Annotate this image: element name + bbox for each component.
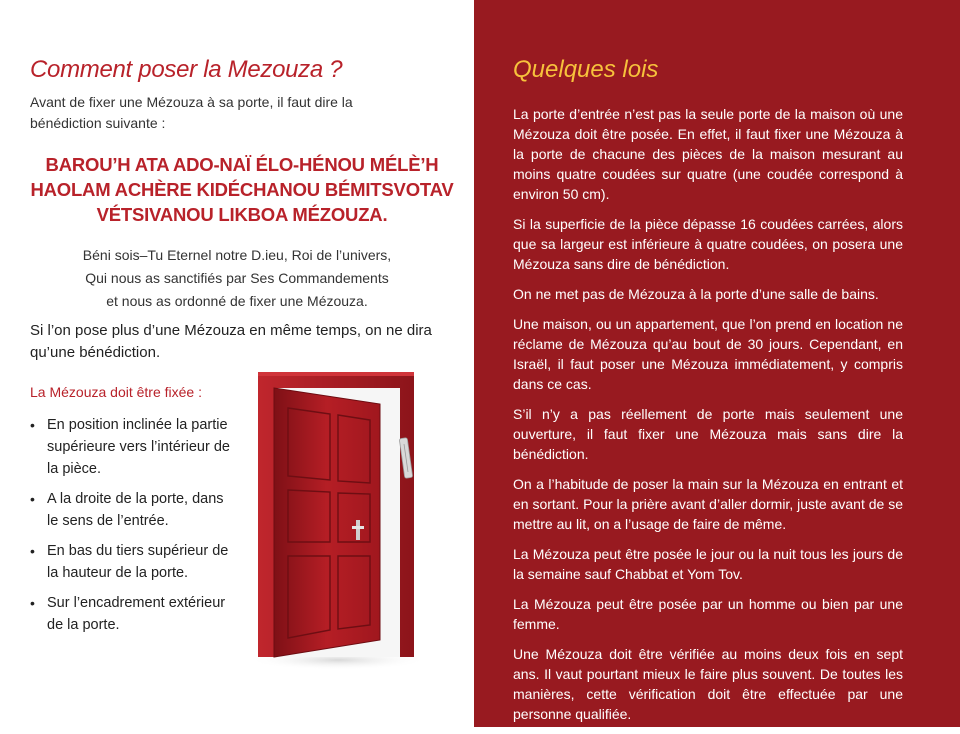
- list-item-text: En bas du tiers supérieur de la hauteur de la porte.: [47, 543, 229, 581]
- law-paragraph: S’il n’y a pas réellement de porte mais seulement une ouverture, il faut fixer une Mézouza mais sans dire la bénédiction.: [513, 406, 903, 462]
- list-item: [28, 414, 238, 480]
- left-title: Comment poser la Mezouza ?: [30, 56, 343, 83]
- open-red-door-icon: [248, 372, 444, 672]
- law-paragraph: La porte d’entrée n’est pas la seule porte de la maison où une Mézouza doit être posée. En effet, il faut fixer une Mézouza à la porte de chacune des pièces de la maison mesurant au moins quatre coudées sur quatre (une coudée correspond à environ 50 cm).: [513, 106, 903, 202]
- multi-mezouza-note: Si l’on pose plus d’une Mézouza en même temps, on ne dira qu’une bénédiction.: [30, 322, 432, 361]
- list-item-text: Sur l’encadrement extérieur de la porte.: [47, 595, 226, 633]
- law-paragraph: On a l’habitude de poser la main sur la Mézouza en entrant et en sortant. Pour la prière avant d’aller dormir, juste avant de se mettre au lit, on a l’usage de faire de même.: [513, 476, 903, 532]
- law-paragraph: La Mézouza peut être posée le jour ou la nuit tous les jours de la semaine sauf Chabbat et Yom Tov.: [513, 546, 903, 582]
- translation-line: Qui nous as sanctifiés par Ses Commandements: [85, 270, 389, 286]
- list-item-text: A la droite de la porte, dans le sens de l’entrée.: [47, 491, 224, 529]
- law-paragraph: Une maison, ou un appartement, que l’on prend en location ne réclame de Mézouza qu’au bout de 30 jours. Cependant, en Israël, il faut poser une Mézouza immédiatement, y compris dans ce cas.: [513, 316, 903, 392]
- placement-list-heading: La Mézouza doit être fixée :: [30, 384, 202, 400]
- bullet-icon: •: [30, 417, 35, 433]
- list-item-text: En position inclinée la partie supérieure vers l’intérieur de la pièce.: [47, 417, 230, 477]
- bullet-icon: •: [30, 491, 35, 507]
- law-paragraph: Une Mézouza doit être vérifiée au moins deux fois en sept ans. Il vaut pourtant mieux le faire plus souvent. De toutes les manières, cette vérification doit être effectuée par une personne qualifiée.: [513, 646, 903, 722]
- law-paragraph: On ne met pas de Mézouza à la porte d’une salle de bains.: [513, 286, 879, 302]
- list-item: [28, 540, 238, 584]
- placement-list: [28, 414, 238, 644]
- right-title: Quelques lois: [513, 56, 659, 83]
- intro-text: Avant de fixer une Mézouza à sa porte, il faut dire la bénédiction suivante :: [30, 94, 353, 131]
- law-paragraph: Si la superficie de la pièce dépasse 16 coudées carrées, alors que sa largeur est inférieure à quatre coudées, on posera une Mézouza sans dire de bénédiction.: [513, 216, 903, 272]
- list-item: [28, 488, 238, 532]
- translation-line: Béni sois–Tu Eternel notre D.ieu, Roi de l’univers,: [82, 247, 392, 263]
- law-paragraph: La Mézouza peut être posée par un homme ou bien par une femme.: [513, 596, 903, 632]
- bullet-icon: •: [30, 543, 35, 559]
- blessing-translation: [30, 244, 444, 313]
- list-item: [28, 592, 238, 636]
- blessing-text: BAROU’H ATA ADO-NAÏ ÉLO-HÉNOU MÉLÈ’H HAOLAM ACHÈRE KIDÉCHANOU BÉMITSVOTAV VÉTSIVANOU LIKBOA MÉZOUZA.: [30, 154, 454, 225]
- bullet-icon: •: [30, 595, 35, 611]
- translation-line: et nous as ordonné de fixer une Mézouza.: [106, 293, 368, 309]
- left-panel: [0, 0, 474, 727]
- laws-list: [513, 104, 903, 734]
